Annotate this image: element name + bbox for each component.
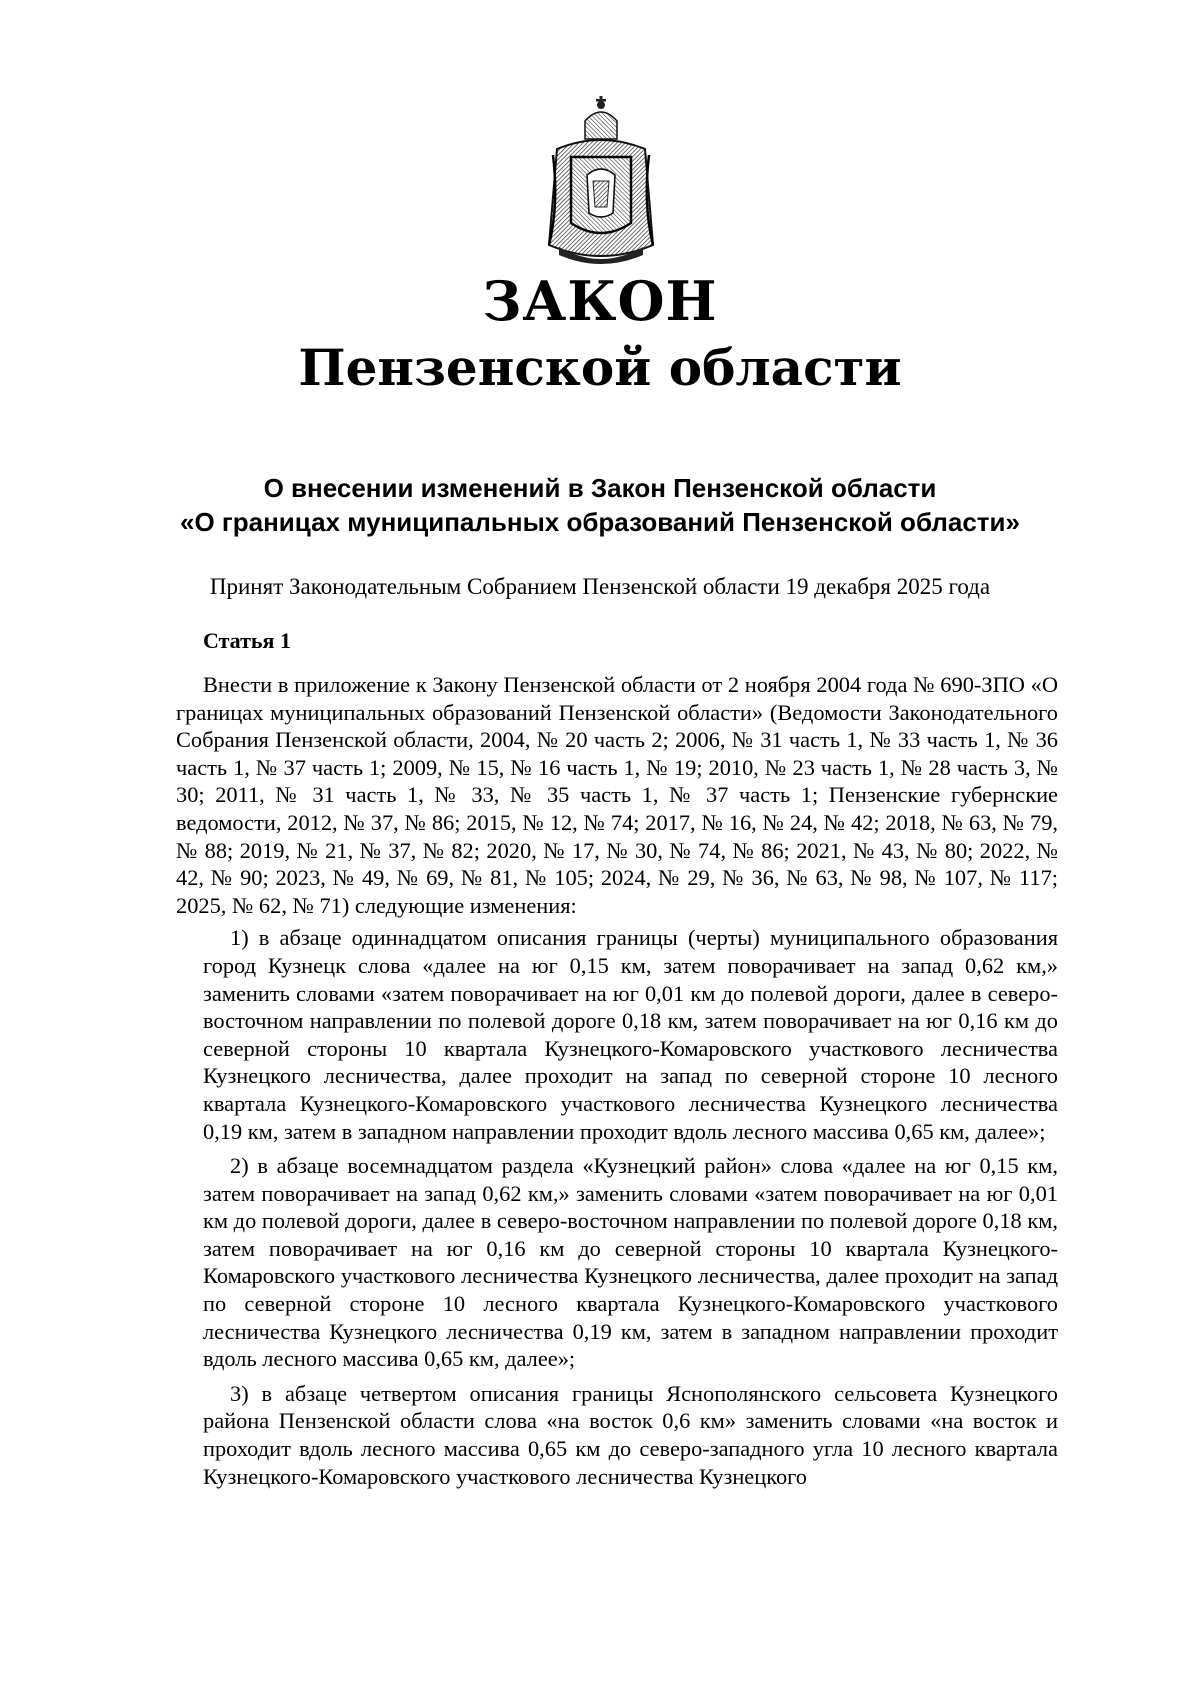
intro-paragraph: Внести в приложение к Закону Пензенской области от 2 ноября 2004 года № 690-ЗПО «О границах муниципальных образований Пензенской области» (Ведомости Законодательного Собрания Пензенской области, 2004, № 20 часть 2; 2006, № 31 часть 1, № 33 часть 1, № 36 часть 1, № 37 часть 1; 2009, № 15, № 16 часть 1, № 19; 2010, № 23 часть 1, № 28 часть 3, № 30; 2011, № 31 часть 1, № 33, № 35 часть 1, № 37 часть 1; Пензенские губернские ведомости, 2012, № 37, № 86; 2015, № 12, № 74; 2017, № 16, № 24, № 42; 2018, № 63, № 79, № 88; 2019, № 21, № 37, № 82; 2020, № 17, № 30, № 74, № 86; 2021, № 43, № 80; 2022, № 42, № 90; 2023, № 49, № 69, № 81, № 105; 2024, № 29, № 36, № 63, № 98, № 107, № 117; 2025, № 62, № 71) следующие изменения: — [176, 672, 1058, 918]
amendment-item-1: 1) в абзаце одиннадцатом описания границы (черты) муниципального образования город Кузнецк слова «далее на юг 0,15 км, затем поворачивает на запад 0,62 км,» заменить словами «затем поворачивает на юг 0,01 км до полевой дороги, далее в северо-восточном направлении по полевой дороге 0,18 км, затем поворачивает на юг 0,16 км до северной стороны 10 квартала Кузнецкого-Комаровского участкового лесничества Кузнецкого лесничества, далее проходит на запад по северной стороне 10 лесного квартала Кузнецкого-Комаровского участкового лесничества Кузнецкого лесничества 0,19 км, затем в западном направлении проходит вдоль лесного массива 0,65 км, далее»; — [203, 925, 1058, 1144]
article-body — [176, 671, 1058, 1490]
amendment-item-2: 2) в абзаце восемнадцатом раздела «Кузнецкий район» слова «далее на юг 0,15 км, затем поворачивает на запад 0,62 км,» заменить словами «затем поворачивает на юг 0,01 км до полевой дороги, далее в северо-восточном направлении по полевой дороге 0,18 км, затем поворачивает на юг 0,16 км до северной стороны 10 квартала Кузнецкого-Комаровского участкового лесничества Кузнецкого лесничества, далее проходит на запад по северной стороне 10 лесного квартала Кузнецкого-Комаровского участкового лесничества Кузнецкого лесничества 0,19 км, затем в западном направлении проходит вдоль лесного массива 0,65 км, далее»; — [203, 1153, 1058, 1372]
amendment-item-3: 3) в абзаце четвертом описания границы Яснополянского сельсовета Кузнецкого района Пензенской области слова «на восток 0,6 км» заменить словами «на восток и проходит вдоль лесного массива 0,65 км до северо-западного угла 10 лесного квартала Кузнецкого-Комаровского участкового лесничества Кузнецкого — [203, 1380, 1058, 1489]
region-title: Пензенской области — [298, 338, 902, 397]
law-heading-line-1: О внесении изменений в Закон Пензенской области — [263, 473, 937, 503]
article-title: Статья 1 — [203, 628, 291, 653]
law-title: ЗАКОН — [482, 269, 718, 333]
adoption-statement: Принят Законодательным Собранием Пензенской области 19 декабря 2025 года — [209, 574, 991, 599]
coat-of-arms-emblem — [537, 95, 665, 273]
law-heading-line-2: «О границах муниципальных образований Пензенской области» — [180, 507, 1020, 537]
